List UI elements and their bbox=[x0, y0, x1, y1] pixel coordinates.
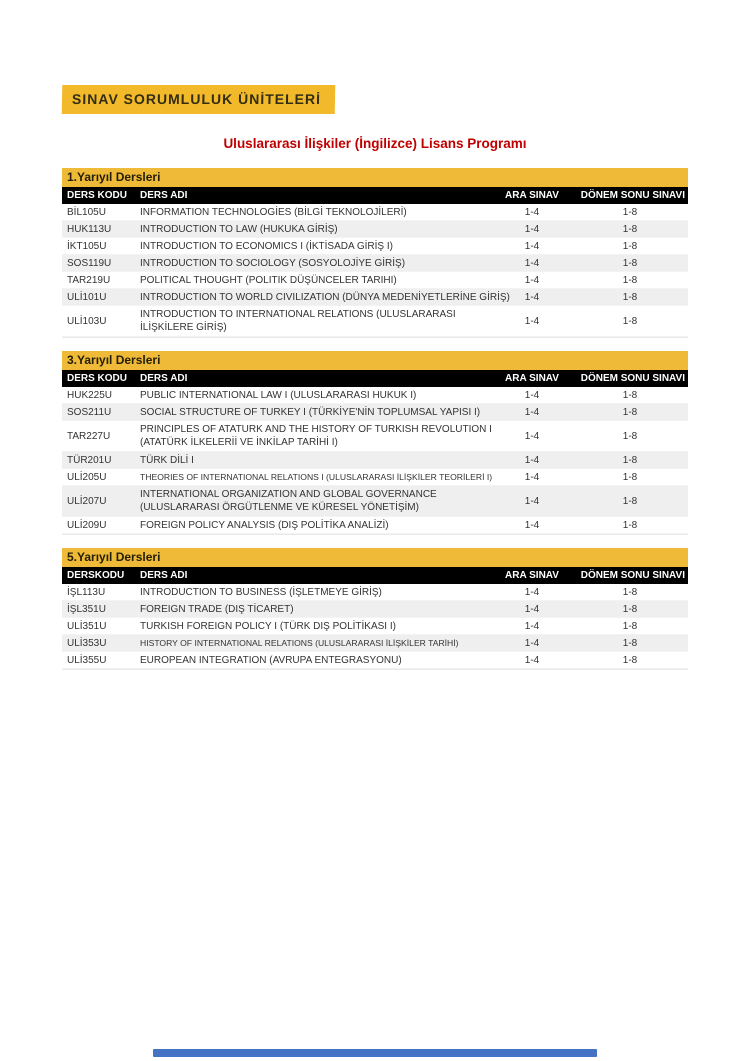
midterm-units: 1-4 bbox=[524, 291, 540, 303]
midterm-units: 1-4 bbox=[524, 240, 540, 252]
course-name: INTERNATIONAL ORGANIZATION AND GLOBAL GOVERNANCE (ULUSLARARASI ÖRGÜTLENME VE KÜRESEL YÖNETİŞİM) bbox=[140, 489, 437, 513]
course-name: POLITICAL THOUGHT (POLITIK DÜŞÜNCELER TARIHI) bbox=[140, 274, 397, 286]
final-units: 1-8 bbox=[622, 240, 638, 252]
course-name: THEORIES OF INTERNATIONAL RELATIONS I (ULUSLARARASI İLİŞKİLER TEORİLERİ I) bbox=[140, 472, 493, 482]
final-units: 1-8 bbox=[622, 223, 638, 235]
midterm-units: 1-4 bbox=[524, 454, 540, 466]
course-row bbox=[62, 306, 688, 337]
semester-5-table bbox=[62, 548, 688, 670]
exam-responsibility-banner: SINAV SORUMLULUK ÜNİTELERİ bbox=[62, 85, 335, 114]
table-rows bbox=[62, 387, 688, 535]
table-column-header bbox=[62, 370, 688, 387]
table-rows bbox=[62, 204, 688, 338]
final-units: 1-8 bbox=[622, 495, 638, 507]
table-column-header bbox=[62, 187, 688, 204]
midterm-units: 1-4 bbox=[524, 257, 540, 269]
course-row bbox=[62, 601, 688, 618]
column-midterm: ARA SINAV bbox=[505, 373, 559, 384]
course-row bbox=[62, 517, 688, 534]
column-course-code: DERS KODU bbox=[67, 373, 128, 384]
course-name: PRINCIPLES OF ATATURK AND THE HISTORY OF TURKISH REVOLUTION I (ATATÜRK İLKELERİİ VE İNKİLAP TARİHİ I) bbox=[140, 424, 492, 448]
midterm-units: 1-4 bbox=[524, 654, 540, 666]
course-code: SOS119U bbox=[67, 257, 112, 269]
final-units: 1-8 bbox=[622, 389, 638, 401]
course-code: TAR227U bbox=[67, 430, 111, 442]
column-course-name: DERS ADI bbox=[140, 570, 188, 581]
course-code: ULİ101U bbox=[67, 291, 107, 303]
course-code: TAR219U bbox=[67, 274, 111, 286]
course-code: ULİ103U bbox=[67, 315, 107, 327]
course-code: ULİ205U bbox=[67, 471, 107, 483]
final-units: 1-8 bbox=[622, 406, 638, 418]
course-row bbox=[62, 635, 688, 652]
course-name: FOREIGN TRADE (DIŞ TİCARET) bbox=[140, 603, 294, 615]
midterm-units: 1-4 bbox=[524, 406, 540, 418]
final-units: 1-8 bbox=[622, 586, 638, 598]
course-code: ULİ207U bbox=[67, 495, 107, 507]
course-row bbox=[62, 618, 688, 635]
semester-1-table bbox=[62, 168, 688, 338]
midterm-units: 1-4 bbox=[524, 637, 540, 649]
midterm-units: 1-4 bbox=[524, 603, 540, 615]
course-name: INTRODUCTION TO ECONOMICS I (İKTİSADA GİRİŞ I) bbox=[140, 240, 393, 252]
course-code: ULİ353U bbox=[67, 637, 107, 649]
column-course-name: DERS ADI bbox=[140, 190, 188, 201]
course-code: BİL105U bbox=[67, 206, 106, 218]
table-column-header bbox=[62, 567, 688, 584]
final-units: 1-8 bbox=[622, 274, 638, 286]
final-units: 1-8 bbox=[622, 471, 638, 483]
column-course-code: DERSKODU bbox=[67, 570, 125, 581]
course-name: TÜRK DİLİ I bbox=[140, 454, 194, 466]
course-name: PUBLIC INTERNATIONAL LAW I (ULUSLARARASI HUKUK I) bbox=[140, 389, 417, 401]
final-units: 1-8 bbox=[622, 454, 638, 466]
section-header: 1.Yarıyıl Dersleri bbox=[62, 168, 688, 187]
final-units: 1-8 bbox=[622, 257, 638, 269]
midterm-units: 1-4 bbox=[524, 471, 540, 483]
midterm-units: 1-4 bbox=[524, 519, 540, 531]
column-course-code: DERS KODU bbox=[67, 190, 128, 201]
course-row bbox=[62, 584, 688, 601]
course-row bbox=[62, 204, 688, 221]
final-units: 1-8 bbox=[622, 206, 638, 218]
course-name: INTRODUCTION TO BUSINESS (İŞLETMEYE GİRİŞ) bbox=[140, 586, 382, 598]
midterm-units: 1-4 bbox=[524, 206, 540, 218]
midterm-units: 1-4 bbox=[524, 430, 540, 442]
course-row bbox=[62, 469, 688, 486]
midterm-units: 1-4 bbox=[524, 620, 540, 632]
course-row bbox=[62, 652, 688, 669]
final-units: 1-8 bbox=[622, 519, 638, 531]
course-row bbox=[62, 452, 688, 469]
column-final: DÖNEM SONU SINAVI bbox=[580, 570, 685, 581]
midterm-units: 1-4 bbox=[524, 223, 540, 235]
course-code: İŞL351U bbox=[67, 603, 106, 615]
course-row bbox=[62, 255, 688, 272]
course-row bbox=[62, 272, 688, 289]
midterm-units: 1-4 bbox=[524, 315, 540, 327]
midterm-units: 1-4 bbox=[524, 586, 540, 598]
course-name: INTRODUCTION TO WORLD CIVILIZATION (DÜNYA MEDENİYETLERİNE GİRİŞ) bbox=[140, 291, 510, 303]
midterm-units: 1-4 bbox=[524, 495, 540, 507]
course-row bbox=[62, 486, 688, 517]
final-units: 1-8 bbox=[622, 291, 638, 303]
course-name: INFORMATION TECHNOLOGİES (BİLGİ TEKNOLOJİLERİ) bbox=[140, 206, 407, 218]
section-header: 5.Yarıyıl Dersleri bbox=[62, 548, 688, 567]
course-code: ULİ351U bbox=[67, 620, 107, 632]
course-name: EUROPEAN INTEGRATION (AVRUPA ENTEGRASYONU) bbox=[140, 654, 402, 666]
course-name: TURKISH FOREIGN POLICY I (TÜRK DIŞ POLİTİKASI I) bbox=[140, 620, 396, 632]
course-row bbox=[62, 404, 688, 421]
final-units: 1-8 bbox=[622, 430, 638, 442]
column-final: DÖNEM SONU SINAVI bbox=[580, 373, 685, 384]
course-name: INTRODUCTION TO SOCIOLOGY (SOSYOLOJİYE GİRİŞ) bbox=[140, 257, 406, 269]
final-units: 1-8 bbox=[622, 620, 638, 632]
final-units: 1-8 bbox=[622, 654, 638, 666]
horizontal-scrollbar-thumb[interactable] bbox=[153, 1049, 597, 1057]
column-final: DÖNEM SONU SINAVI bbox=[580, 190, 685, 201]
course-code: HUK113U bbox=[67, 223, 112, 235]
semester-3-table bbox=[62, 351, 688, 535]
section-header: 3.Yarıyıl Dersleri bbox=[62, 351, 688, 370]
course-name: INTRODUCTION TO LAW (HUKUKA GİRİŞ) bbox=[140, 223, 338, 235]
course-name: FOREIGN POLICY ANALYSIS (DIŞ POLİTİKA ANALİZİ) bbox=[140, 519, 389, 531]
course-row bbox=[62, 221, 688, 238]
course-code: ULİ355U bbox=[67, 654, 107, 666]
program-title: Uluslararası İlişkiler (İngilizce) Lisans Programı bbox=[223, 136, 527, 151]
course-name: HISTORY OF INTERNATIONAL RELATIONS (ULUSLARARASI İLİŞKİLER TARİHİ) bbox=[140, 638, 459, 648]
course-name: INTRODUCTION TO INTERNATIONAL RELATIONS (ULUSLARARASI İLİŞKİLERE GİRİŞ) bbox=[140, 309, 456, 333]
final-units: 1-8 bbox=[622, 603, 638, 615]
course-code: HUK225U bbox=[67, 389, 113, 401]
final-units: 1-8 bbox=[622, 315, 638, 327]
column-course-name: DERS ADI bbox=[140, 373, 188, 384]
table-rows bbox=[62, 584, 688, 670]
course-row bbox=[62, 387, 688, 404]
course-code: SOS211U bbox=[67, 406, 112, 418]
column-midterm: ARA SINAV bbox=[505, 570, 559, 581]
midterm-units: 1-4 bbox=[524, 389, 540, 401]
course-code: TÜR201U bbox=[67, 454, 112, 466]
course-row bbox=[62, 421, 688, 452]
final-units: 1-8 bbox=[622, 637, 638, 649]
column-midterm: ARA SINAV bbox=[505, 190, 559, 201]
course-code: İŞL113U bbox=[67, 586, 106, 598]
course-code: ULİ209U bbox=[67, 519, 107, 531]
course-row bbox=[62, 238, 688, 255]
course-row bbox=[62, 289, 688, 306]
course-name: SOCIAL STRUCTURE OF TURKEY I (TÜRKİYE'NİN TOPLUMSAL YAPISI I) bbox=[140, 406, 481, 418]
course-code: İKT105U bbox=[67, 240, 107, 252]
midterm-units: 1-4 bbox=[524, 274, 540, 286]
